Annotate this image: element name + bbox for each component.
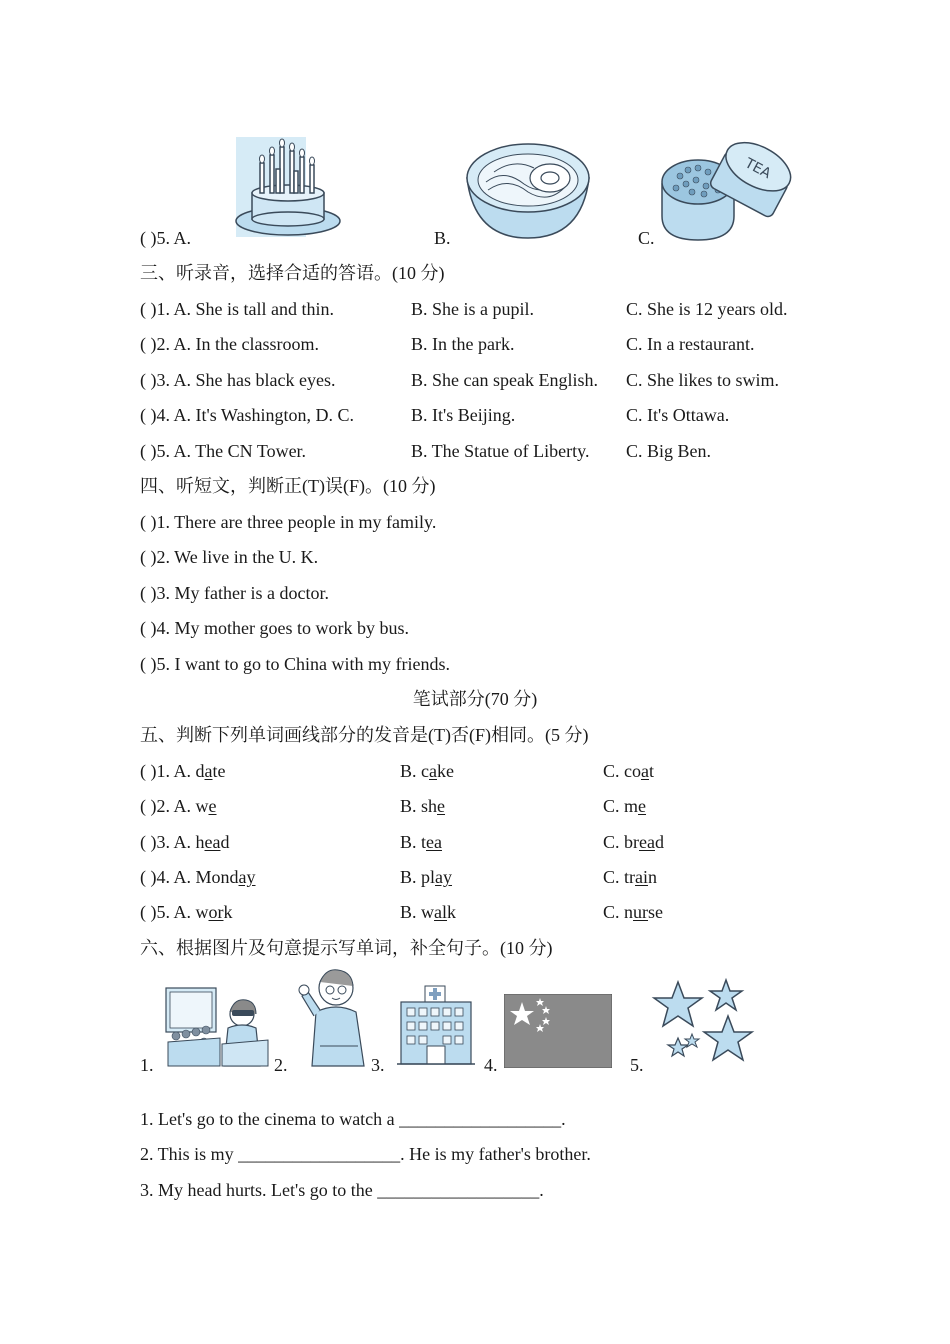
pic-label-3: 3. bbox=[371, 1055, 385, 1075]
section3-heading: 三、听录音，选择合适的答语。(10 分) bbox=[140, 263, 445, 283]
noodle-bowl-image bbox=[464, 138, 592, 240]
s3-q1-b: B. She is a pupil. bbox=[411, 299, 535, 319]
q5-option-c-label: C. bbox=[638, 228, 655, 248]
s4-q1: ( )1. There are three people in my family. bbox=[140, 512, 437, 532]
s4-q5: ( )5. I want to go to China with my friends. bbox=[140, 654, 450, 674]
pic-label-4: 4. bbox=[484, 1055, 498, 1075]
q5-bracket: ( )5. A. bbox=[140, 228, 191, 248]
q5-option-b-label: B. bbox=[434, 228, 451, 248]
s5-q1-c: C. coat bbox=[603, 761, 655, 781]
s3-q2-b: B. In the park. bbox=[411, 334, 515, 354]
section4-heading: 四、听短文，判断正(T)误(F)。(10 分) bbox=[140, 476, 436, 496]
written-part-title: 笔试部分(70 分) bbox=[412, 689, 538, 709]
s4-q4: ( )4. My mother goes to work by bus. bbox=[140, 618, 409, 638]
uncle-image bbox=[298, 966, 372, 1068]
china-flag-image bbox=[504, 994, 612, 1068]
s5-q1-b: B. cake bbox=[400, 761, 454, 781]
s3-q5: ( )5. A. The CN Tower. bbox=[140, 441, 307, 461]
pic-label-5: 5. bbox=[630, 1055, 644, 1075]
s4-q3: ( )3. My father is a doctor. bbox=[140, 583, 329, 603]
tea-tin-image bbox=[658, 134, 792, 246]
s5-q5-b: B. walk bbox=[400, 902, 457, 922]
s5-q3-c: C. bread bbox=[603, 832, 664, 852]
s5-q4-c: C. train bbox=[603, 867, 658, 887]
section6-heading: 六、根据图片及句意提示写单词，补全句子。(10 分) bbox=[140, 938, 553, 958]
s5-q1-a: ( )1. A. date bbox=[140, 761, 226, 781]
s5-q4-b: B. play bbox=[400, 867, 453, 887]
s6-sentence-1: 1. Let's go to the cinema to watch a __________________. bbox=[140, 1109, 566, 1129]
s5-q5-c: C. nurse bbox=[603, 902, 664, 922]
s3-q1: ( )1. A. She is tall and thin. bbox=[140, 299, 334, 319]
s3-q2-c: C. In a restaurant. bbox=[626, 334, 755, 354]
s3-q5-c: C. Big Ben. bbox=[626, 441, 712, 461]
cinema-girl-image bbox=[164, 984, 270, 1068]
s6-sentence-2: 2. This is my __________________. He is my father's brother. bbox=[140, 1144, 591, 1164]
s3-q4-b: B. It's Beijing. bbox=[411, 405, 516, 425]
s6-sentence-3: 3. My head hurts. Let's go to the __________________. bbox=[140, 1180, 544, 1200]
section5-heading: 五、判断下列单词画线部分的发音是(T)否(F)相同。(5 分) bbox=[140, 725, 589, 745]
hospital-image bbox=[395, 984, 477, 1068]
birthday-cake-image bbox=[232, 135, 344, 245]
pic-label-1: 1. bbox=[140, 1055, 154, 1075]
s3-q3: ( )3. A. She has black eyes. bbox=[140, 370, 336, 390]
s3-q4: ( )4. A. It's Washington, D. C. bbox=[140, 405, 354, 425]
s5-q2-b: B. she bbox=[400, 796, 446, 816]
s3-q2: ( )2. A. In the classroom. bbox=[140, 334, 319, 354]
tea-tin-label: TEA bbox=[742, 155, 774, 183]
s5-q5-a: ( )5. A. work bbox=[140, 902, 233, 922]
s4-q2: ( )2. We live in the U. K. bbox=[140, 547, 319, 567]
s5-q4-a: ( )4. A. Monday bbox=[140, 867, 256, 887]
s5-q2-c: C. me bbox=[603, 796, 647, 816]
pic-label-2: 2. bbox=[274, 1055, 288, 1075]
s3-q3-b: B. She can speak English. bbox=[411, 370, 598, 390]
s3-q5-b: B. The Statue of Liberty. bbox=[411, 441, 590, 461]
s3-q3-c: C. She likes to swim. bbox=[626, 370, 780, 390]
s5-q3-a: ( )3. A. head bbox=[140, 832, 230, 852]
s5-q3-b: B. tea bbox=[400, 832, 442, 852]
s3-q1-c: C. She is 12 years old. bbox=[626, 299, 788, 319]
stars-image bbox=[648, 978, 756, 1068]
s3-q4-c: C. It's Ottawa. bbox=[626, 405, 730, 425]
s5-q2-a: ( )2. A. we bbox=[140, 796, 217, 816]
